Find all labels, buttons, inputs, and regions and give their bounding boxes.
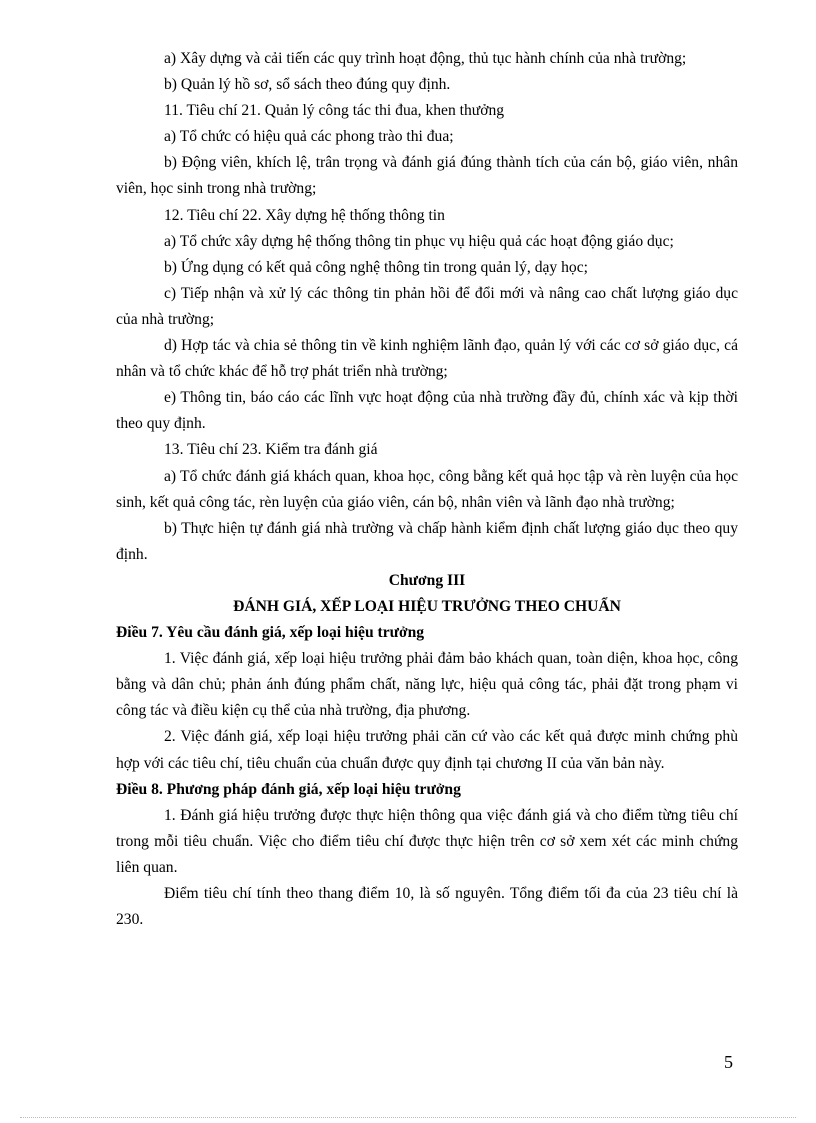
paragraph: b) Quản lý hồ sơ, sổ sách theo đúng quy định. [164, 76, 451, 94]
article-8-heading: Điều 8. Phương pháp đánh giá, xếp loại hiệu trưởng [116, 780, 461, 798]
article-8-paragraph: 1. Đánh giá hiệu trưởng được thực hiện thông qua việc đánh giá và cho điểm từng tiêu chí trong mỗi tiêu chuẩn. Việc cho điểm tiêu chí được thực hiện trên cơ sở xem xét các minh chứng liên quan. [116, 806, 738, 876]
paragraph: a) Tổ chức có hiệu quả các phong trào thi đua; [164, 128, 454, 146]
paragraph: a) Tổ chức xây dựng hệ thống thông tin phục vụ hiệu quả các hoạt động giáo dục; [164, 232, 674, 250]
paragraph: e) Thông tin, báo cáo các lĩnh vực hoạt động của nhà trường đầy đủ, chính xác và kịp thời theo quy định. [116, 389, 738, 433]
document-page [116, 46, 738, 933]
page-number: 5 [724, 1052, 733, 1072]
article-8-paragraph: Điểm tiêu chí tính theo thang điểm 10, là số nguyên. Tổng điểm tối đa của 23 tiêu chí là 230. [116, 885, 738, 929]
chapter-title: ĐÁNH GIÁ, XẾP LOẠI HIỆU TRƯỞNG THEO CHUẨN [233, 597, 621, 615]
paragraph: b) Thực hiện tự đánh giá nhà trường và chấp hành kiểm định chất lượng giáo dục theo quy định. [116, 519, 738, 563]
article-7-heading: Điều 7. Yêu cầu đánh giá, xếp loại hiệu trưởng [116, 624, 425, 642]
paragraph: 12. Tiêu chí 22. Xây dựng hệ thống thông tin [164, 206, 445, 224]
paragraph: b) Động viên, khích lệ, trân trọng và đánh giá đúng thành tích của cán bộ, giáo viên, nhân viên, học sinh trong nhà trường; [116, 154, 738, 198]
article-7-paragraph: 2. Việc đánh giá, xếp loại hiệu trưởng phải căn cứ vào các kết quả được minh chứng phù hợp với các tiêu chí, tiêu chuẩn của chuẩn được quy định tại chương II của văn bản này. [116, 728, 738, 772]
chapter-label: Chương III [388, 571, 466, 589]
paragraph: c) Tiếp nhận và xử lý các thông tin phản hồi để đổi mới và nâng cao chất lượng giáo dục của nhà trường; [116, 284, 738, 328]
paragraph: b) Ứng dụng có kết quả công nghệ thông tin trong quản lý, dạy học; [164, 258, 588, 276]
paragraph: a) Tổ chức đánh giá khách quan, khoa học, công bằng kết quả học tập và rèn luyện của học sinh, kết quả công tác, rèn luyện của giáo viên, cán bộ, nhân viên và lãnh đạo nhà trường; [116, 467, 738, 511]
paragraph: 13. Tiêu chí 23. Kiểm tra đánh giá [164, 441, 378, 459]
paragraph: 11. Tiêu chí 21. Quản lý công tác thi đua, khen thưởng [164, 102, 505, 120]
page-bottom-divider [20, 1117, 796, 1118]
article-7-paragraph: 1. Việc đánh giá, xếp loại hiệu trưởng phải đảm bảo khách quan, toàn diện, khoa học, công bằng và dân chủ; phản ánh đúng phẩm chất, năng lực, hiệu quả công tác, phải đặt trong phạm vi công tác và điều kiện cụ thể của nhà trường, địa phương. [116, 650, 738, 720]
paragraph: d) Hợp tác và chia sẻ thông tin về kinh nghiệm lãnh đạo, quản lý với các cơ sở giáo dục, cá nhân và tổ chức khác để hỗ trợ phát triển nhà trường; [116, 337, 738, 381]
paragraph: a) Xây dựng và cải tiến các quy trình hoạt động, thủ tục hành chính của nhà trường; [164, 50, 687, 67]
